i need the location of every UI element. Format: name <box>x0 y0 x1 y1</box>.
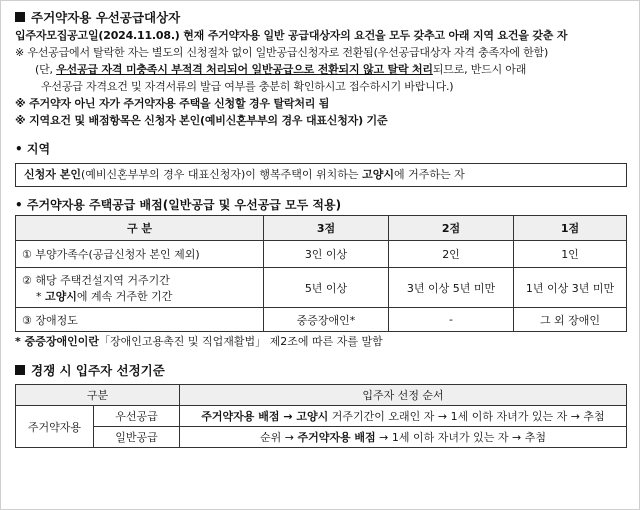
scoring-footnote: * 중증장애인이란「장애인고용촉진 및 직업재활법」 제2조에 따른 자를 말함 <box>15 335 383 348</box>
square-bullet-icon <box>15 365 25 375</box>
table-row: ③ 장애정도 중증장애인* - 그 외 장애인 <box>16 308 627 332</box>
header-category: 구 분 <box>16 216 264 241</box>
section-title-competition: 경쟁 시 입주자 선정기준 <box>15 360 627 380</box>
intro-line-5: ※ 주거약자 아닌 자가 주거약자용 주택을 신청할 경우 탈락처리 됨 <box>15 97 330 110</box>
header-3pt: 3점 <box>264 216 389 241</box>
table-row: 주거약자용 우선공급 주거약자용 배점 → 고양시 거주기간이 오래인 자 → 1세 이하 자녀가 있는 자 → 추첨 <box>16 406 627 427</box>
table-row: 일반공급 순위 → 주거약자용 배점 → 1세 이하 자녀가 있는 자 → 추첨 <box>16 427 627 448</box>
table-row: ① 부양가족수(공급신청자 본인 제외) 3인 이상 2인 1인 <box>16 241 627 268</box>
group-cell: 주거약자용 <box>16 406 94 448</box>
competition-table <box>15 384 627 448</box>
header-2pt: 2점 <box>389 216 514 241</box>
emphasis-disqualify: 우선공급 자격 미충족시 부적격 처리되어 일반공급으로 전환되지 않고 탈락 처리 <box>56 63 433 76</box>
intro-line-2: ※ 우선공급에서 탈락한 자는 별도의 신청절차 없이 일반공급신청자로 전환됨(우선공급대상자 자격 충족자에 한함) <box>15 46 549 59</box>
intro-line-4: 우선공급 자격요건 및 자격서류의 발급 여부를 충분히 확인하시고 접수하시기 바랍니다.) <box>41 80 454 93</box>
scoring-table <box>15 215 627 332</box>
square-bullet-icon <box>15 12 25 22</box>
scoring-title: • 주거약자용 주택공급 배점(일반공급 및 우선공급 모두 적용) <box>15 198 342 212</box>
table-header-row <box>16 216 627 241</box>
table-header-row: 구분 입주자 선정 순서 <box>16 385 627 406</box>
region-title: • 지역 <box>15 142 51 156</box>
section-title-priority: 주거약자용 우선공급대상자 <box>15 7 627 27</box>
table-row: ② 해당 주택건설지역 거주기간 * 고양시에 계속 거주한 기간 5년 이상 3년 이상 5년 미만 1년 이상 3년 미만 <box>16 268 627 308</box>
region-box: 신청자 본인(예비신혼부부의 경우 대표신청자)이 행복주택이 위치하는 고양시에 거주하는 자 <box>15 163 627 187</box>
header-1pt: 1점 <box>514 216 627 241</box>
intro-line-6: ※ 지역요건 및 배점항목은 신청자 본인(예비신혼부부의 경우 대표신청자) 기준 <box>15 114 388 127</box>
intro-line-3: (단, 우선공급 자격 미충족시 부적격 처리되어 일반공급으로 전환되지 않고 탈락 처리되므로, 반드시 아래 <box>35 63 527 76</box>
intro-line-1: 입주자모집공고일(2024.11.08.) 현재 주거약자용 일반 공급대상자의 요건을 모두 갖추고 아래 지역 요건을 갖춘 자 <box>15 29 568 42</box>
